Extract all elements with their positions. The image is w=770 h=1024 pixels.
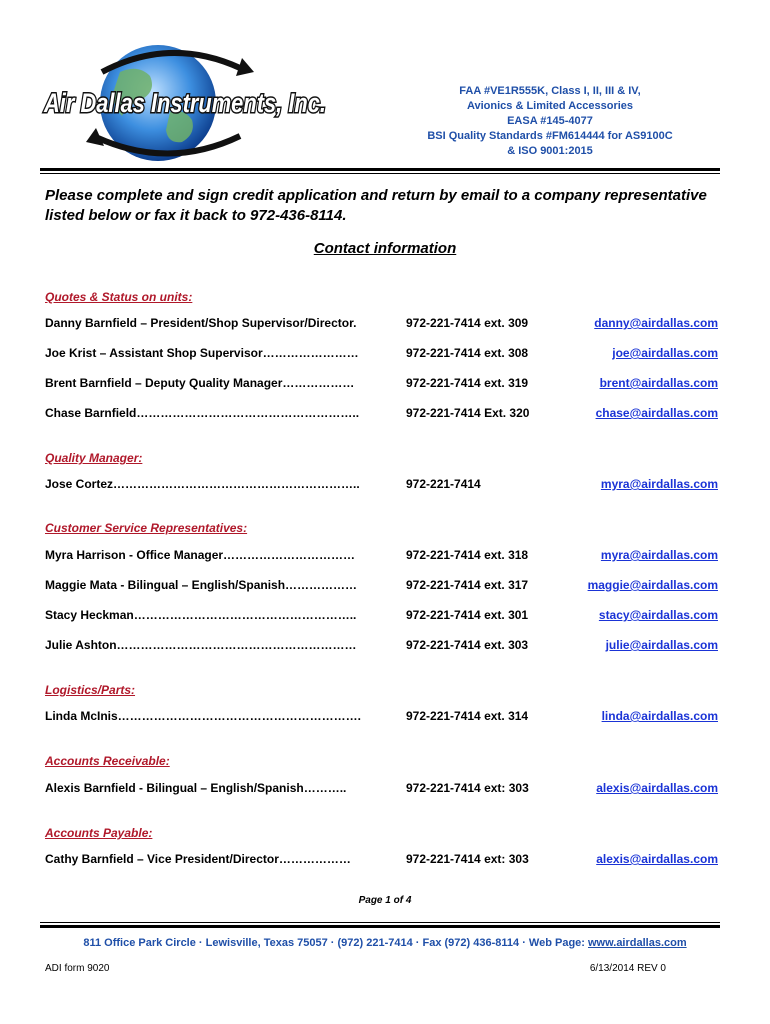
footer-divider <box>40 922 720 923</box>
company-logo <box>40 42 330 164</box>
cert-line: & ISO 9001:2015 <box>507 145 593 157</box>
contact-phone: 972-221-7414 <box>406 477 481 491</box>
contact-row <box>45 406 735 422</box>
intro-line: listed below or fax it back to 972-436-8114. <box>45 207 347 224</box>
contact-name: Linda McInis……………………………………………………. <box>45 709 362 723</box>
contact-phone: 972-221-7414 ext. 314 <box>406 709 529 723</box>
page-number: Page 1 of 4 <box>358 895 412 906</box>
contact-row <box>45 638 735 654</box>
cert-line: BSI Quality Standards #FM614444 for AS9100C <box>427 130 673 142</box>
contact-row <box>45 548 735 564</box>
website-link[interactable]: www.airdallas.com <box>588 937 687 949</box>
section-payable-title: Accounts Payable: <box>45 826 153 840</box>
header-divider <box>40 168 720 171</box>
contact-email-link[interactable]: myra@airdallas.com <box>600 477 718 491</box>
contact-row <box>45 852 735 868</box>
cert-line: FAA #VE1R555K, Class I, II, III & IV, <box>459 85 641 97</box>
footer-address <box>0 937 770 949</box>
cert-line: EASA #145-4077 <box>507 115 593 127</box>
contact-name: Jose Cortez…………………………………………………….. <box>45 477 360 491</box>
contact-email-link[interactable]: stacy@airdallas.com <box>598 608 718 622</box>
contact-email-link[interactable]: alexis@airdallas.com <box>596 852 718 866</box>
contact-email-link[interactable]: myra@airdallas.com <box>600 548 718 562</box>
contact-row <box>45 316 735 332</box>
contact-phone: 972-221-7414 ext. 309 <box>406 316 529 330</box>
contact-phone: 972-221-7414 ext: 303 <box>406 781 529 795</box>
section-receivable-title: Accounts Receivable: <box>45 754 170 768</box>
form-id: ADI form 9020 <box>45 963 110 974</box>
contact-name: Alexis Barnfield - Bilingual – English/Spanish……….. <box>45 781 347 795</box>
contact-email-link[interactable]: linda@airdallas.com <box>601 709 718 723</box>
footer-address-text: 811 Office Park Circle · Lewisville, Texas 75057 · (972) 221-7414 · Fax (972) 436-8114 · Web Page: <box>83 937 588 949</box>
intro-line: Please complete and sign credit application and return by email to a company representative <box>45 187 707 204</box>
contact-row <box>45 608 735 624</box>
section-logistics-title: Logistics/Parts: <box>45 683 136 697</box>
contact-title: Contact information <box>313 240 457 257</box>
section-customer-service-title: Customer Service Representatives: <box>45 521 248 535</box>
contact-name: Myra Harrison - Office Manager…………………………… <box>45 548 356 562</box>
contact-row <box>45 781 735 797</box>
contact-name: Julie Ashton…………………………………………………… <box>45 638 357 652</box>
contact-email-link[interactable]: joe@airdallas.com <box>612 346 718 360</box>
contact-email-link[interactable]: maggie@airdallas.com <box>587 578 718 592</box>
contact-email-link[interactable]: danny@airdallas.com <box>594 316 718 330</box>
contact-name: Joe Krist – Assistant Shop Supervisor…………………… <box>45 346 359 360</box>
contact-phone: 972-221-7414 Ext. 320 <box>406 406 530 420</box>
contact-phone: 972-221-7414 ext. 317 <box>406 578 529 592</box>
contact-row <box>45 578 735 594</box>
contact-row <box>45 709 735 725</box>
header-divider <box>40 173 720 174</box>
contact-phone: 972-221-7414 ext. 303 <box>406 638 529 652</box>
contact-row <box>45 346 735 362</box>
contact-email-link[interactable]: julie@airdallas.com <box>605 638 718 652</box>
footer-divider <box>40 925 720 928</box>
contact-name: Stacy Heckman……………………………………………….. <box>45 608 357 622</box>
section-quality-title: Quality Manager: <box>45 451 143 465</box>
contact-email-link[interactable]: alexis@airdallas.com <box>596 781 718 795</box>
section-quotes-title: Quotes & Status on units: <box>45 290 193 304</box>
contact-phone: 972-221-7414 ext: 303 <box>406 852 529 866</box>
contact-row <box>45 376 735 392</box>
contact-email-link[interactable]: chase@airdallas.com <box>595 406 718 420</box>
logo-wordmark: Air Dallas Instruments, Inc. <box>43 88 326 118</box>
contact-name: Chase Barnfield……………………………………………….. <box>45 406 360 420</box>
contact-name: Danny Barnfield – President/Shop Supervisor/Director. <box>45 316 357 330</box>
contact-phone: 972-221-7414 ext. 308 <box>406 346 529 360</box>
cert-line: Avionics & Limited Accessories <box>466 100 634 112</box>
contact-phone: 972-221-7414 ext. 319 <box>406 376 529 390</box>
contact-phone: 972-221-7414 ext. 301 <box>406 608 529 622</box>
contact-email-link[interactable]: brent@airdallas.com <box>599 376 718 390</box>
contact-name: Maggie Mata - Bilingual – English/Spanish……………… <box>45 578 358 592</box>
contact-name: Cathy Barnfield – Vice President/Director……………… <box>45 852 351 866</box>
revision-date: 6/13/2014 REV 0 <box>589 963 666 974</box>
intro-text <box>45 186 725 226</box>
contact-name: Brent Barnfield – Deputy Quality Manager……………… <box>45 376 355 390</box>
certifications-block <box>395 84 705 159</box>
contact-phone: 972-221-7414 ext. 318 <box>406 548 529 562</box>
contact-row <box>45 477 735 493</box>
